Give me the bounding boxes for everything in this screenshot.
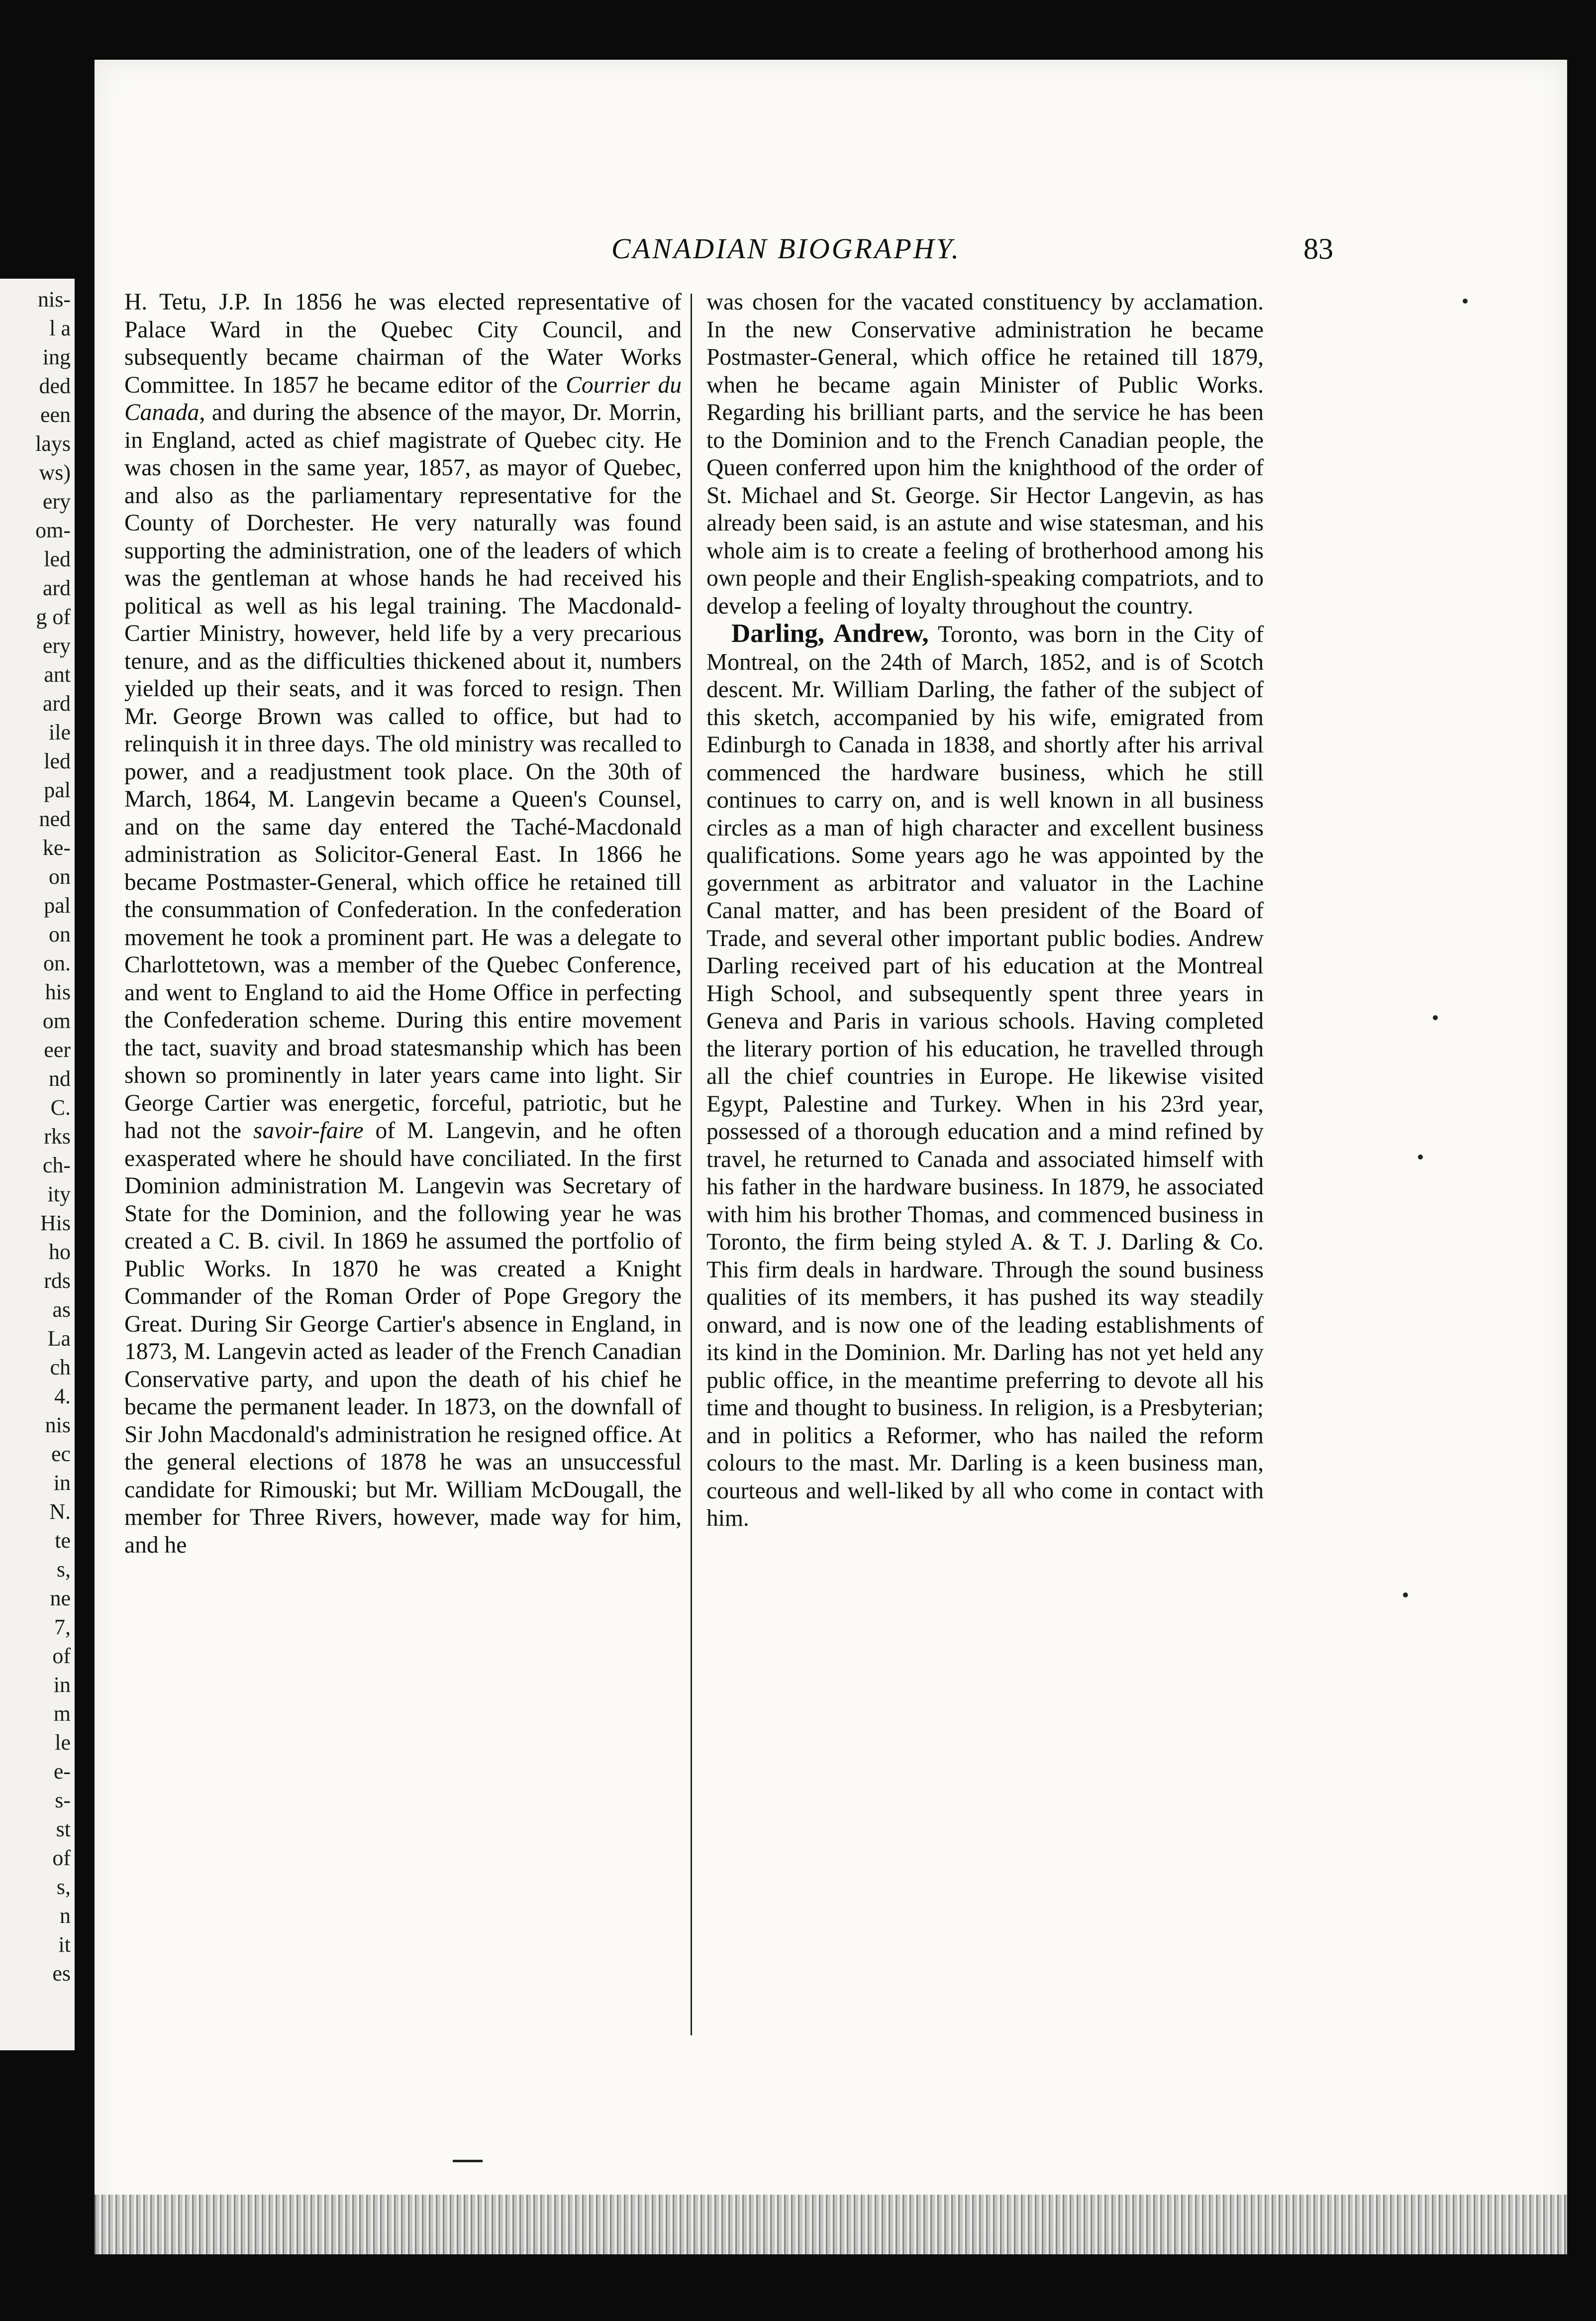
facing-page-fragment: es — [52, 1961, 71, 1986]
facing-page-fragment: le — [55, 1730, 71, 1755]
facing-page-fragment: on — [49, 864, 71, 889]
facing-page-fragment: on. — [43, 951, 71, 975]
facing-page-fragment: ery — [42, 633, 71, 658]
newspaper-title: Courrier du Canada — [124, 372, 682, 425]
facing-page-fragment: it — [58, 1932, 71, 1957]
facing-page-fragment: nis- — [38, 287, 71, 312]
text-run: Toronto, was born in the City of Montreal, on the 24th of March, 1852, and is of Scotch descent. Mr. William Darling, the father of the subject of this sketch, accompanied by his wife, emigrated from Edinburgh to Canada in 1838, and shortly after his arrival commenced the hardware business, which he still continues to carry on, and is well known in all business circles as a man of high character and excellent business qualifications. Some years ago he was appointed by the government as arbitrator and valuator in the Lachine Canal matter, and has been president of the Board of Trade, and several other important public bodies. Andrew Darling received part of his education at the Montreal High School, and subsequently spent three years in Geneva and Paris in various schools. Having completed the literary portion of his education, he travelled through all the chief countries in Europe. He likewise visited Egypt, Palestine and Turkey. When in his 23rd year, possessed of a thorough education and a mind refined by travel, he returned to Canada and associated himself with his father in the hardware business. In 1879, he associated with him his brother Thomas, and commenced business in Toronto, the firm being styled A. & T. J. Darling & Co. This firm deals in hardware. Through the sound business qualities of its members, it has pushed its way steadily onward, and is now one of the leading establishments of its kind in the Dominion. Mr. Darling has not yet held any public office, in the meantime preferring to devote all his time and thought to business. In religion, is a Presbyterian; and in politics a Reformer, who has nailed the reform colours to the mast. Mr. Darling is a keen business man, courteous and well-liked by all who come in contact with him. — [706, 622, 1264, 1531]
left-column-paragraph — [124, 289, 682, 1559]
facing-page-fragment: eer — [44, 1038, 71, 1062]
facing-page-fragment: nis — [45, 1413, 71, 1437]
right-column — [706, 289, 1264, 1533]
facing-page-fragment: te — [55, 1528, 71, 1553]
facing-page-fragment: ec — [51, 1442, 71, 1466]
facing-page-fragment: in — [53, 1471, 71, 1495]
text-run: of M. Langevin, and he often exasperated where he should have conciliated. In the first Dominion administration M. Langevin was Secretary of State for the Dominion, and the following year he was created a C. B. civil. In 1869 he assumed the portfolio of Public Works. In 1870 he was created a Knight Commander of the Roman Order of Pope Gregory the Great. During Sir George Cartier's absence in England, in 1873, M. Langevin acted as leader of the French Canadian Conservative party, and upon the death of his chief he became the permanent leader. In 1873, on the downfall of Sir John Macdonald's administration he resigned office. At the general elections of 1878 he was an unsuccessful candidate for Rimouski; but Mr. William McDougall, the member for Three Rivers, however, made way for him, and he — [124, 1118, 682, 1558]
book-page — [95, 60, 1567, 2254]
facing-page-fragment: C. — [50, 1095, 71, 1120]
facing-page-fragment: ing — [42, 345, 71, 369]
facing-page-fragment: ne — [50, 1586, 71, 1610]
page-header — [95, 229, 1567, 269]
facing-page-fragment: om — [42, 1009, 71, 1033]
facing-page-fragment: ant — [44, 662, 71, 687]
facing-page-fragment: st — [56, 1817, 71, 1841]
facing-page-fragment: ity — [47, 1182, 71, 1206]
facing-page-fragment: ile — [49, 720, 71, 744]
facing-page-fragment: ho — [49, 1240, 71, 1264]
left-column — [124, 289, 682, 1559]
facing-page-fragment: lays — [35, 431, 71, 456]
facing-page-fragment: on — [49, 922, 71, 947]
facing-page-fragment: led — [44, 547, 71, 571]
facing-page-fragment: his — [45, 980, 71, 1004]
facing-page-fragment: rks — [44, 1124, 71, 1149]
facing-page-fragment: ard — [42, 691, 71, 716]
facing-page-fragment: La — [47, 1326, 71, 1351]
facing-page-fragment: His — [40, 1211, 71, 1235]
biography-entry — [706, 620, 1264, 1533]
facing-page-fragment: N. — [49, 1499, 71, 1524]
page-number: 83 — [1303, 232, 1333, 265]
facing-page-fragment: l a — [49, 316, 71, 340]
facing-page-fragment: ch — [50, 1355, 71, 1379]
facing-page-fragment: as — [52, 1297, 71, 1322]
facing-page-fragment: in — [53, 1673, 71, 1697]
facing-page-fragment: 4. — [54, 1384, 71, 1408]
facing-page-fragment: pal — [44, 778, 71, 802]
facing-page-fragment: pal — [44, 893, 71, 918]
running-title: CANADIAN BIOGRAPHY. — [611, 232, 961, 265]
right-column-paragraph: was chosen for the vacated constituency by acclamation. In the new Conservative administration he became Postmaster-General, which office he retained till 1879, when he became again Minister of Public Works. Regarding his brilliant parts, and the service he has been to the Dominion and to the French Canadian people, the Queen conferred upon him the knighthood of the order of St. Michael and St. George. Sir Hector Langevin, as has already been said, is an astute and wise statesman, and his whole aim is to create a feeling of brotherhood among his own people and their English-speaking compatriots, and to develop a feeling of loyalty throughout the country. — [706, 289, 1264, 619]
facing-page-fragment: m — [53, 1701, 71, 1726]
facing-page-fragment: om- — [35, 518, 71, 542]
facing-page-fragment: nd — [49, 1066, 71, 1091]
facing-page-fragment: 7, — [54, 1615, 71, 1639]
italic-term: savoir-faire — [253, 1118, 364, 1144]
facing-page-fragment: ded — [39, 374, 71, 398]
facing-page-fragment: een — [40, 403, 71, 427]
facing-page-fragment: e- — [53, 1759, 71, 1784]
facing-page-fragment: s- — [55, 1788, 71, 1812]
scan-edge — [95, 2195, 1567, 2254]
facing-page-fragment: ch- — [42, 1153, 71, 1177]
column-rule — [691, 294, 692, 2035]
facing-page-fragment: g of — [36, 605, 71, 629]
scan-mark — [453, 2160, 483, 2162]
facing-page-fragment: n — [60, 1903, 71, 1928]
facing-page-fragment: s, — [56, 1875, 71, 1899]
facing-page-fragment: of — [52, 1846, 71, 1870]
facing-page-fragment: ard — [42, 576, 71, 600]
facing-page-fragment: ws) — [39, 460, 71, 485]
facing-page-fragment: rds — [44, 1268, 71, 1293]
facing-page-fragment: led — [44, 749, 71, 773]
entry-name: Darling, Andrew, — [731, 619, 929, 648]
facing-page-fragment: ned — [39, 807, 71, 831]
text-run: H. Tetu, J.P. In 1856 he was elected representative of Palace Ward in the Quebec City Council, and subsequently became chairman of the Water Works Committee. In 1857 he became editor of the — [124, 289, 682, 398]
facing-page-fragment: s, — [56, 1557, 71, 1582]
facing-page-sliver — [0, 279, 75, 2050]
text-run: , and during the absence of the mayor, Dr. Morrin, in England, acted as chief magistrate of Quebec city. He was chosen in the same year, 1857, as mayor of Quebec, and also as the parliamentary representative for the County of Dorchester. He very naturally was found supporting the administration, one of the leaders of which was the gentleman at whose hands he had received his political as well as his legal training. The Macdonald-Cartier Ministry, however, held life by a very precarious tenure, and as the difficulties thickened about it, numbers yielded up their seats, and it was forced to resign. Then Mr. George Brown was called to office, but had to relinquish it in three days. The old ministry was recalled to power, and a readjustment took place. On the 30th of March, 1864, M. Langevin became a Queen's Counsel, and on the same day entered the Taché-Macdonald administration as Solicitor-General East. In 1866 he became Postmaster-General, which office he retained till the consummation of Confederation. In the confederation movement he took a prominent part. He was a delegate to Charlottetown, was a member of the Quebec Conference, and went to England to aid the Home Office in perfecting the Confederation scheme. During this entire movement the tact, suavity and broad statesmanship which has been shown so prominently in later years came into light. Sir George Cartier was energetic, forceful, patriotic, but he had not the — [124, 400, 682, 1144]
facing-page-fragment: of — [52, 1644, 71, 1668]
facing-page-fragment: ke- — [42, 836, 71, 860]
facing-page-fragment: ery — [42, 489, 71, 514]
